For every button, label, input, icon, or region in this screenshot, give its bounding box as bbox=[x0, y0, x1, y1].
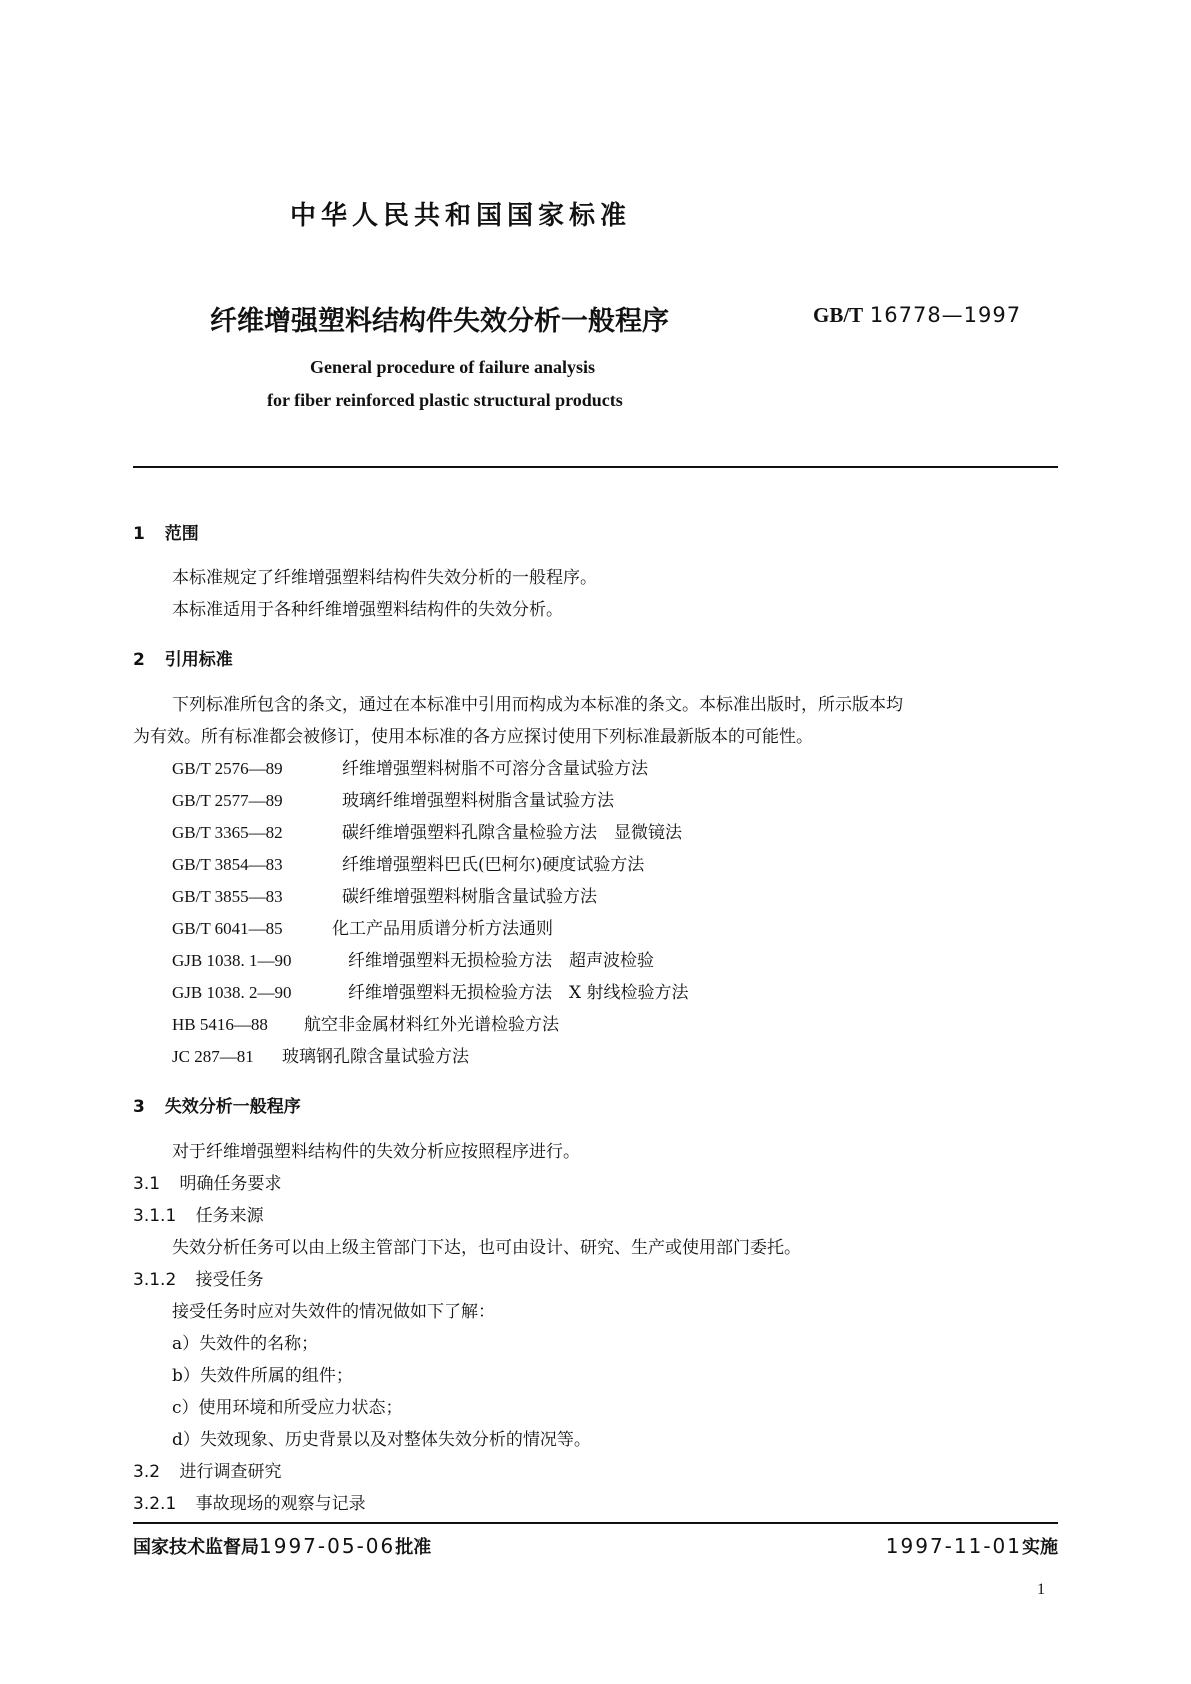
standard-code bbox=[813, 303, 1021, 328]
reference-title: 碳纤维增强塑料树脂含量试验方法 bbox=[342, 887, 597, 907]
approval-suffix: 批准 bbox=[395, 1537, 432, 1558]
effective-line bbox=[886, 1533, 1058, 1559]
reference-code: GB/T 3854—83 bbox=[172, 855, 283, 874]
subsection-3-1-1-number: 3.1.1 bbox=[133, 1206, 177, 1226]
reference-code: GB/T 2576—89 bbox=[172, 759, 283, 778]
subsection-3-1-title: 明确任务要求 bbox=[179, 1174, 282, 1194]
approval-date: 1997-05-06 bbox=[259, 1534, 396, 1558]
reference-title: 纤维增强塑料巴氏(巴柯尔)硬度试验方法 bbox=[342, 855, 645, 875]
reference-code: HB 5416—88 bbox=[172, 1015, 268, 1034]
document-title-en-line2: for fiber reinforced plastic structural products bbox=[267, 390, 623, 410]
reference-code: GJB 1038. 2—90 bbox=[172, 983, 292, 1002]
section-2-number: 2 bbox=[133, 650, 145, 670]
list-item: d）失效现象、历史背景以及对整体失效分析的情况等。 bbox=[172, 1430, 591, 1450]
subsection-3-2 bbox=[133, 1457, 281, 1482]
subsection-3-1 bbox=[133, 1169, 281, 1194]
reference-code: GB/T 3365—82 bbox=[172, 823, 283, 842]
reference-row bbox=[172, 1010, 559, 1035]
document-title-en-line1: General procedure of failure analysis bbox=[310, 357, 595, 377]
subsection-3-1-1 bbox=[133, 1201, 264, 1226]
page-number: 1 bbox=[1037, 1581, 1045, 1598]
subsection-3-1-2-title: 接受任务 bbox=[195, 1270, 264, 1290]
section-3-number: 3 bbox=[133, 1097, 145, 1117]
reference-code: GJB 1038. 1—90 bbox=[172, 951, 292, 970]
standard-code-prefix: GB/T bbox=[813, 303, 864, 327]
header-divider bbox=[133, 466, 1058, 468]
effective-date: 1997-11-01 bbox=[885, 1534, 1022, 1558]
subsection-3-1-2-text: 接受任务时应对失效件的情况做如下了解： bbox=[172, 1302, 495, 1322]
reference-title: 纤维增强塑料无损检验方法 X 射线检验方法 bbox=[348, 983, 689, 1003]
subsection-3-1-1-text: 失效分析任务可以由上级主管部门下达，也可由设计、研究、生产或使用部门委托。 bbox=[172, 1238, 801, 1258]
reference-title: 航空非金属材料红外光谱检验方法 bbox=[304, 1015, 559, 1035]
subsection-3-2-1 bbox=[133, 1489, 366, 1514]
reference-title: 玻璃纤维增强塑料树脂含量试验方法 bbox=[342, 791, 614, 811]
reference-row bbox=[172, 754, 648, 779]
section-2-intro-line-1: 下列标准所包含的条文，通过在本标准中引用而构成为本标准的条文。本标准出版时，所示版本均 bbox=[172, 695, 903, 715]
reference-row bbox=[172, 946, 654, 971]
section-3-intro: 对于纤维增强塑料结构件的失效分析应按照程序进行。 bbox=[172, 1142, 580, 1162]
reference-row bbox=[172, 786, 614, 811]
section-1-number: 1 bbox=[133, 524, 145, 544]
org-title: 中华人民共和国国家标准 bbox=[290, 201, 632, 231]
standard-code-number: 16778—1997 bbox=[869, 303, 1022, 327]
subsection-3-2-number: 3.2 bbox=[133, 1462, 161, 1482]
reference-title: 化工产品用质谱分析方法通则 bbox=[332, 919, 553, 939]
list-item: b）失效件所属的组件； bbox=[172, 1366, 353, 1386]
subsection-3-2-1-number: 3.2.1 bbox=[133, 1494, 177, 1514]
subsection-3-1-2-number: 3.1.2 bbox=[133, 1270, 177, 1290]
subsection-3-2-1-title: 事故现场的观察与记录 bbox=[195, 1494, 366, 1514]
approval-line bbox=[133, 1533, 431, 1559]
section-1-paragraph-1: 本标准规定了纤维增强塑料结构件失效分析的一般程序。 bbox=[172, 568, 597, 588]
reference-code: JC 287—81 bbox=[172, 1047, 254, 1066]
reference-title: 纤维增强塑料树脂不可溶分含量试验方法 bbox=[342, 759, 648, 779]
reference-code: GB/T 2577—89 bbox=[172, 791, 283, 810]
reference-row bbox=[172, 882, 597, 907]
list-item: a）失效件的名称； bbox=[172, 1334, 319, 1354]
reference-title: 碳纤维增强塑料孔隙含量检验方法 显微镜法 bbox=[342, 823, 682, 843]
reference-title: 纤维增强塑料无损检验方法 超声波检验 bbox=[348, 951, 654, 971]
section-2-intro-line-2: 为有效。所有标准都会被修订，使用本标准的各方应探讨使用下列标准最新版本的可能性。 bbox=[133, 727, 813, 747]
section-1-heading bbox=[133, 519, 199, 544]
subsection-3-1-1-title: 任务来源 bbox=[195, 1206, 264, 1226]
reference-row bbox=[172, 1042, 469, 1067]
reference-row bbox=[172, 978, 689, 1003]
section-3-heading bbox=[133, 1092, 301, 1117]
reference-title: 玻璃钢孔隙含量试验方法 bbox=[282, 1047, 469, 1067]
section-1-title: 范围 bbox=[164, 524, 199, 544]
section-3-title: 失效分析一般程序 bbox=[164, 1097, 301, 1117]
subsection-3-1-number: 3.1 bbox=[133, 1174, 161, 1194]
effective-suffix: 实施 bbox=[1022, 1537, 1058, 1558]
section-2-heading bbox=[133, 645, 233, 670]
reference-code: GB/T 6041—85 bbox=[172, 919, 283, 938]
subsection-3-1-2 bbox=[133, 1265, 264, 1290]
reference-row bbox=[172, 914, 553, 939]
section-2-title: 引用标准 bbox=[164, 650, 233, 670]
reference-code: GB/T 3855—83 bbox=[172, 887, 283, 906]
approval-org: 国家技术监督局 bbox=[133, 1537, 259, 1558]
list-item: c）使用环境和所受应力状态； bbox=[172, 1398, 403, 1418]
reference-row bbox=[172, 850, 644, 875]
subsection-3-2-title: 进行调查研究 bbox=[179, 1462, 282, 1482]
document-title-zh: 纤维增强塑料结构件失效分析一般程序 bbox=[210, 306, 669, 337]
reference-row bbox=[172, 818, 682, 843]
footer-divider bbox=[133, 1522, 1058, 1524]
section-1-paragraph-2: 本标准适用于各种纤维增强塑料结构件的失效分析。 bbox=[172, 600, 563, 620]
